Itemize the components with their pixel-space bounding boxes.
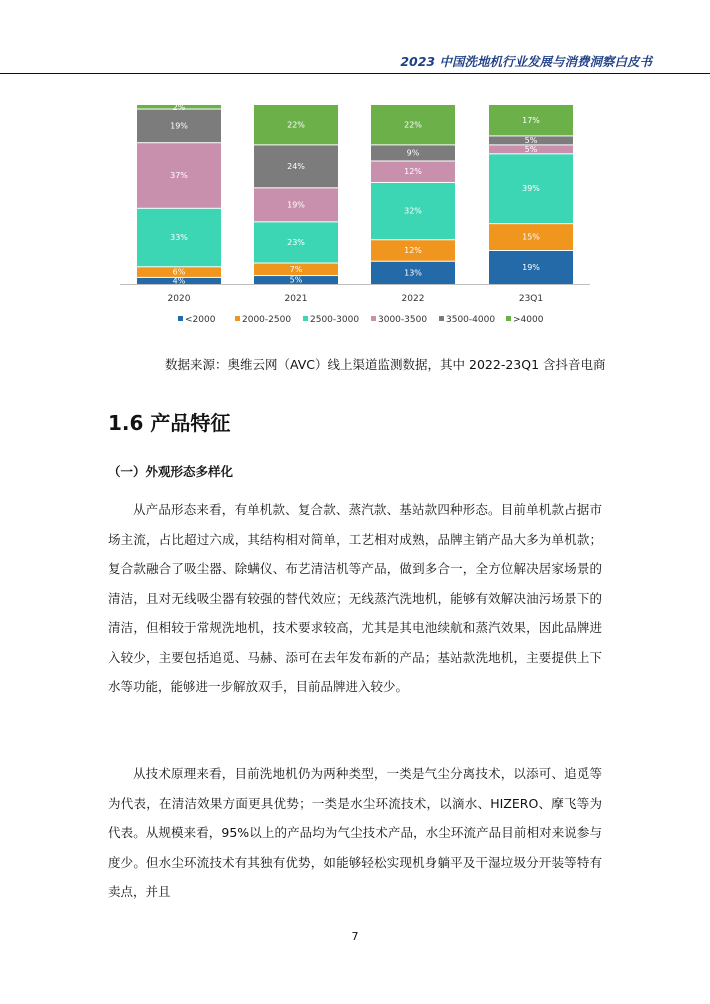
header-divider [0, 73, 710, 74]
legend-swatch-4 [439, 316, 444, 321]
data-label-2021-5: 22% [287, 120, 305, 130]
legend-swatch-1 [235, 316, 240, 321]
chart-source-note: 数据来源：奥维云网（AVC）线上渠道监测数据，其中 2022-23Q1 含抖音电商 [165, 357, 606, 372]
data-label-2021-0: 5% [289, 275, 303, 285]
legend-label-4: 3500-4000 [446, 315, 496, 325]
data-label-2021-3: 19% [287, 200, 305, 210]
data-label-2021-4: 24% [287, 161, 305, 171]
data-label-2020-4: 19% [170, 121, 188, 131]
data-label-23Q1-4: 5% [524, 135, 538, 145]
legend-label-0: <2000 [185, 315, 216, 325]
legend-swatch-0 [178, 316, 183, 321]
data-label-2022-2: 32% [404, 206, 422, 216]
data-label-23Q1-0: 19% [522, 262, 540, 272]
data-label-2022-4: 9% [406, 148, 420, 158]
data-label-23Q1-1: 15% [522, 232, 540, 242]
legend-swatch-5 [506, 316, 511, 321]
data-label-2020-1: 6% [172, 267, 186, 277]
data-label-2022-1: 12% [404, 245, 422, 255]
x-tick-label-2022: 2022 [401, 294, 425, 304]
subsection-title: （一）外观形态多样化 [108, 464, 234, 479]
legend-swatch-3 [371, 316, 376, 321]
data-label-2022-0: 13% [404, 268, 422, 278]
legend-label-2: 2500-3000 [310, 315, 360, 325]
paragraph-product-form: 从产品形态来看，有单机款、复合款、蒸汽款、基站款四种形态。目前单机款占据市场主流，占比超过六成，其结构相对简单，工艺相对成熟，品牌主销产品大多为单机款；复合款融合了吸尘器、除螨仪、布艺清洁机等产品，做到多合一，全方位解决居家场景的清洁，且对无线吸尘器有较强的替代效应；无线蒸汽洗地机，能够有效解决油污场景下的清洁，但相较于常规洗地机，技术要求较高，尤其是其电池续航和蒸汽效果，因此品牌进入较少，主要包括追觅、马赫、添可在去年发布新的产品；基站款洗地机，主要提供上下水等功能，能够进一步解放双手，目前品牌进入较少。 [108, 502, 602, 694]
data-label-2020-3: 37% [170, 171, 188, 181]
data-label-2020-2: 33% [170, 233, 188, 243]
legend-label-5: >4000 [513, 315, 544, 325]
paragraph-technology: 从技术原理来看，目前洗地机仍为两种类型，一类是气尘分离技术，以添可、追觅等为代表，在清洁效果方面更具优势；一类是水尘环流技术，以滴水、HIZERO、摩飞等为代表。从规模来看，95%以上的产品均为气尘技术产品，水尘环流产品目前相对来说参与度少。但水尘环流技术有其独有优势，如能够轻松实现机身躺平及干湿垃圾分开装等特有卖点，并且 [108, 766, 602, 899]
x-tick-label-2020: 2020 [167, 294, 191, 304]
data-label-2021-1: 7% [289, 264, 303, 274]
data-label-23Q1-2: 39% [522, 184, 540, 194]
legend-label-3: 3000-3500 [378, 315, 428, 325]
stacked-bar-chart [100, 100, 610, 330]
section-title: 1.6 产品特征 [108, 411, 231, 435]
page-number: 7 [351, 930, 359, 943]
data-label-2020-5: 2% [172, 102, 186, 112]
data-label-23Q1-3: 5% [524, 144, 538, 154]
x-tick-label-2021: 2021 [284, 294, 308, 304]
data-label-23Q1-5: 17% [522, 116, 540, 126]
data-label-2022-3: 12% [404, 167, 422, 177]
data-label-2021-2: 23% [287, 237, 305, 247]
legend-label-1: 2000-2500 [242, 315, 292, 325]
x-tick-label-23Q1: 23Q1 [518, 294, 544, 304]
data-label-2020-0: 4% [172, 276, 186, 286]
data-label-2022-5: 22% [404, 120, 422, 130]
legend-swatch-2 [303, 316, 308, 321]
running-header: 2023 中国洗地机行业发展与消费洞察白皮书 [400, 54, 652, 69]
